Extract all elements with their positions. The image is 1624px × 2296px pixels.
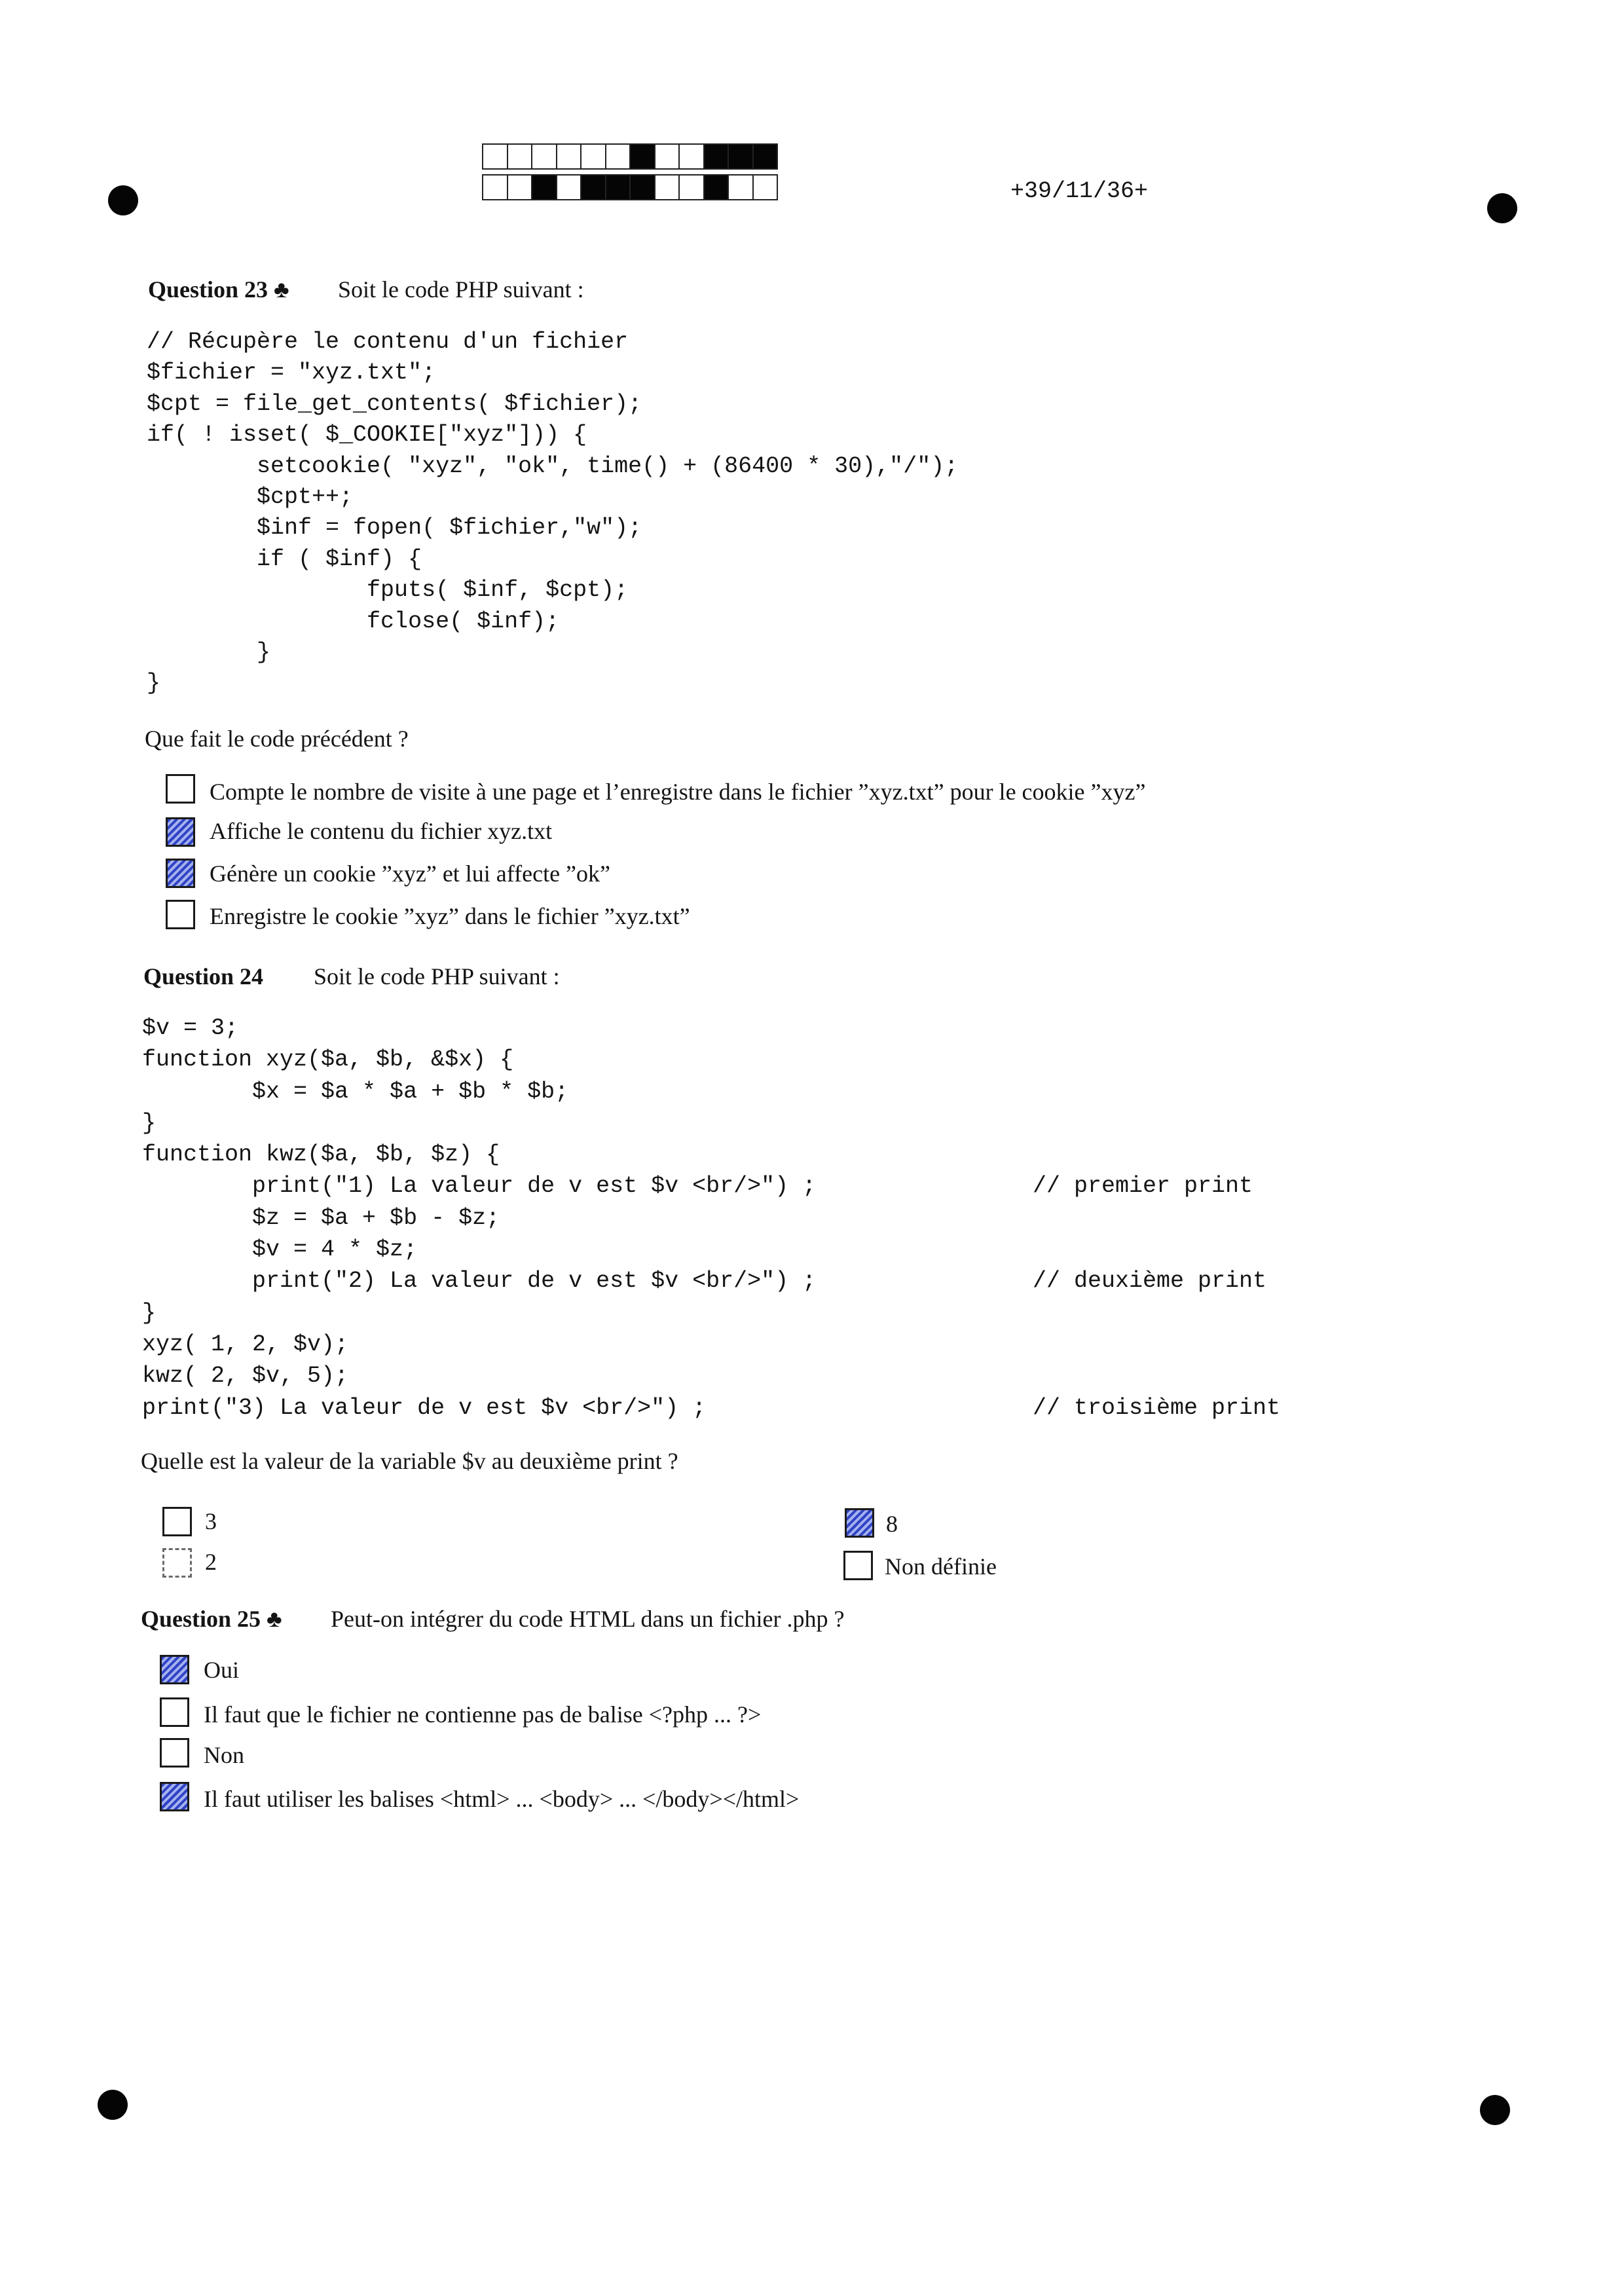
code-line: $fichier = "xyz.txt"; (147, 360, 436, 386)
question-23-intro: Soit le code PHP suivant : (338, 276, 584, 303)
barcode-cell-empty (728, 174, 754, 200)
code-line: } (147, 670, 161, 697)
barcode-cell-empty (580, 143, 606, 170)
club-icon: ♣ (274, 276, 289, 303)
question-label-text: Question 25 (141, 1606, 261, 1632)
code-text: function xyz($a, $b, &$x) { (142, 1046, 514, 1073)
code-line (142, 1170, 1253, 1202)
question-23-prompt: Que fait le code précédent ? (145, 726, 409, 752)
code-line (142, 1044, 816, 1075)
barcode-cell-filled (703, 143, 729, 170)
code-line (142, 1297, 816, 1329)
code-text: kwz( 2, $v, 5); (142, 1363, 349, 1390)
barcode-cell-empty (482, 143, 508, 170)
answer-label: Génère un cookie ”xyz” et lui affecte ”ok” (210, 861, 610, 887)
barcode-cell-filled (728, 143, 754, 170)
answer-label: 2 (205, 1549, 217, 1575)
code-line (142, 1139, 816, 1170)
code-line (142, 1107, 816, 1139)
barcode-cell-filled (580, 174, 606, 200)
barcode-cell-empty (605, 143, 631, 170)
answer-label: Compte le nombre de visite à une page et l’enregistre dans le fichier ”xyz.txt” pour le cookie ”xyz” (210, 779, 1146, 805)
code-line (142, 1012, 816, 1044)
question-24-intro: Soit le code PHP suivant : (314, 963, 560, 990)
answer-label: Il faut que le fichier ne contienne pas de balise <?php ... ?> (204, 1701, 762, 1728)
barcode-cell-empty (654, 143, 680, 170)
answer-label: 3 (205, 1508, 217, 1534)
answer-checkbox[interactable] (166, 774, 195, 804)
barcode-cell-empty (482, 174, 508, 200)
answer-checkbox[interactable] (162, 1548, 192, 1578)
code-text: $z = $a + $b - $z; (142, 1204, 500, 1231)
barcode-cell-filled (531, 174, 557, 200)
code-line (142, 1329, 816, 1360)
code-text: } (142, 1299, 157, 1326)
answer-checkbox[interactable] (162, 1507, 192, 1536)
code-comment: // troisième print (1033, 1394, 1281, 1421)
barcode-cell-empty (752, 174, 779, 200)
answer-checkbox[interactable] (845, 1508, 874, 1538)
code-text: $x = $a * $a + $b * $b; (142, 1078, 569, 1105)
answer-label: Non (204, 1742, 244, 1768)
code-text: print("3) La valeur de v est $v <br/>") ; (142, 1394, 707, 1421)
answer-label: Il faut utiliser les balises <html> ... <body> ... </body></html> (204, 1786, 800, 1812)
answer-checkbox[interactable] (166, 859, 195, 888)
code-line: $cpt++; (147, 483, 354, 510)
answer-label: 8 (886, 1511, 898, 1537)
answer-checkbox[interactable] (166, 900, 195, 929)
question-label-text: Question 23 (148, 276, 268, 303)
code-line: fputs( $inf, $cpt); (147, 577, 629, 604)
code-line (142, 1360, 816, 1392)
question-25-label (141, 1604, 282, 1633)
answer-label: Oui (204, 1657, 239, 1683)
question-24-code-block (142, 1012, 1281, 1424)
code-line: fclose( $inf); (147, 608, 560, 635)
code-line (142, 1392, 1281, 1424)
code-line: $inf = fopen( $fichier,"w"); (147, 515, 642, 542)
barcode-cell-empty (678, 143, 705, 170)
barcode-cell-filled (605, 174, 631, 200)
code-text: function kwz($a, $b, $z) { (142, 1141, 500, 1168)
answer-checkbox[interactable] (160, 1655, 189, 1684)
code-line (142, 1076, 816, 1107)
code-text: $v = 3; (142, 1015, 239, 1041)
code-comment: // premier print (1033, 1173, 1253, 1200)
barcode-row-bottom (482, 174, 778, 200)
registration-dot-bottom-right (1480, 2095, 1510, 2125)
code-line (142, 1234, 816, 1265)
barcode-cell-empty (654, 174, 680, 200)
code-text: xyz( 1, 2, $v); (142, 1331, 349, 1358)
question-23-label (148, 275, 289, 304)
barcode-cell-filled (752, 143, 779, 170)
barcode-row-top (482, 143, 778, 170)
question-label-text: Question 24 (143, 963, 264, 990)
answer-label: Enregistre le cookie ”xyz” dans le fichier ”xyz.txt” (210, 903, 690, 929)
page-code: +39/11/36+ (1010, 178, 1149, 204)
code-line: // Récupère le contenu d'un fichier (147, 329, 629, 355)
code-line (142, 1265, 1267, 1297)
club-icon: ♣ (267, 1606, 282, 1632)
answer-checkbox[interactable] (160, 1782, 189, 1811)
barcode-cell-filled (629, 174, 655, 200)
registration-dot-top-right (1487, 193, 1517, 223)
code-comment: // deuxième print (1033, 1268, 1267, 1295)
question-25-intro: Peut-on intégrer du code HTML dans un fichier .php ? (331, 1606, 845, 1632)
code-line: if ( $inf) { (147, 546, 422, 572)
answer-label: Affiche le contenu du fichier xyz.txt (210, 818, 553, 844)
registration-dot-bottom-left (98, 2090, 128, 2120)
barcode-cell-empty (556, 174, 582, 200)
barcode-cell-empty (507, 143, 533, 170)
answer-label: Non définie (885, 1553, 997, 1580)
barcode-cell-empty (678, 174, 705, 200)
code-line: if( ! isset( $_COOKIE["xyz"])) { (147, 422, 587, 449)
question-24-prompt: Quelle est la valeur de la variable $v au deuxième print ? (141, 1448, 678, 1474)
code-text: } (142, 1109, 157, 1136)
code-text: $v = 4 * $z; (142, 1236, 418, 1263)
code-line: setcookie( "xyz", "ok", time() + (86400 * 30),"/"); (147, 453, 959, 479)
barcode-cell-filled (629, 143, 655, 170)
barcode-cell-filled (703, 174, 729, 200)
question-23-code-block (147, 327, 958, 699)
code-text: print("2) La valeur de v est $v <br/>") ; (142, 1268, 817, 1295)
code-line: $cpt = file_get_contents( $fichier); (147, 390, 642, 417)
barcode-cell-empty (531, 143, 557, 170)
answer-checkbox[interactable] (160, 1738, 189, 1768)
code-text: print("1) La valeur de v est $v <br/>") ; (142, 1173, 817, 1200)
barcode-cell-empty (556, 143, 582, 170)
code-line (142, 1202, 816, 1234)
answer-checkbox[interactable] (160, 1697, 189, 1727)
answer-checkbox[interactable] (843, 1551, 873, 1580)
answer-checkbox[interactable] (166, 817, 195, 847)
code-line: } (147, 639, 271, 665)
question-24-label (143, 962, 263, 991)
barcode-cell-empty (507, 174, 533, 200)
registration-dot-top-left (108, 185, 138, 215)
